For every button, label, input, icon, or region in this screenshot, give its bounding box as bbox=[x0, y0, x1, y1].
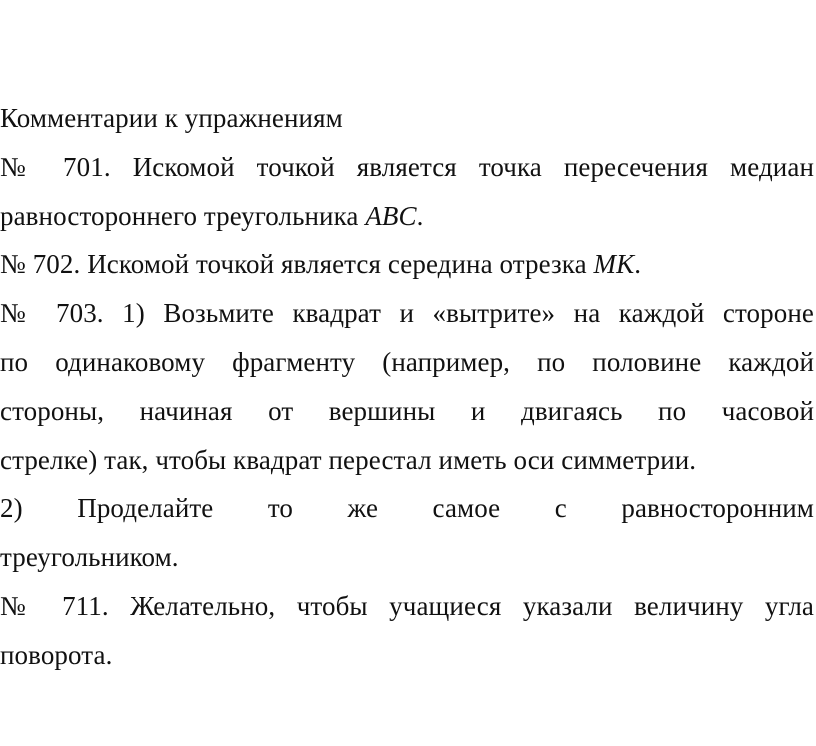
text-line: стрелке) так, чтобы квадрат перестал иметь оси симметрии. bbox=[0, 444, 697, 475]
text-fragment: . bbox=[416, 200, 424, 231]
text-line: № 711. Желательно, чтобы учащиеся указали величину угла bbox=[0, 590, 814, 621]
math-label: MK bbox=[593, 249, 635, 280]
text-fragment: равностороннего треугольника bbox=[0, 200, 366, 231]
text-line: стороны, начиная от вершины и двигаясь по часовой bbox=[0, 395, 814, 426]
math-label: ABC bbox=[365, 200, 417, 231]
text-line bbox=[0, 192, 814, 241]
text-fragment: № 702. Искомой точкой является середина отрезка bbox=[0, 249, 594, 280]
text-line: поворота. bbox=[0, 639, 113, 670]
text-line: треугольником. bbox=[0, 542, 179, 573]
text-line: по одинаковому фрагменту (например, по половине каждой bbox=[0, 346, 814, 377]
text-fragment: . bbox=[634, 249, 642, 280]
text-line: 2) Проделайте то же самое с равносторонним bbox=[0, 493, 814, 524]
text-line bbox=[0, 240, 814, 289]
document-heading: Комментарии к упражнениям bbox=[0, 103, 343, 133]
document-body bbox=[0, 94, 814, 680]
text-line: № 703. 1) Возьмите квадрат и «вытрите» на каждой стороне bbox=[0, 298, 814, 329]
text-line: № 701. Искомой точкой является точка пересечения медиан bbox=[0, 151, 814, 182]
